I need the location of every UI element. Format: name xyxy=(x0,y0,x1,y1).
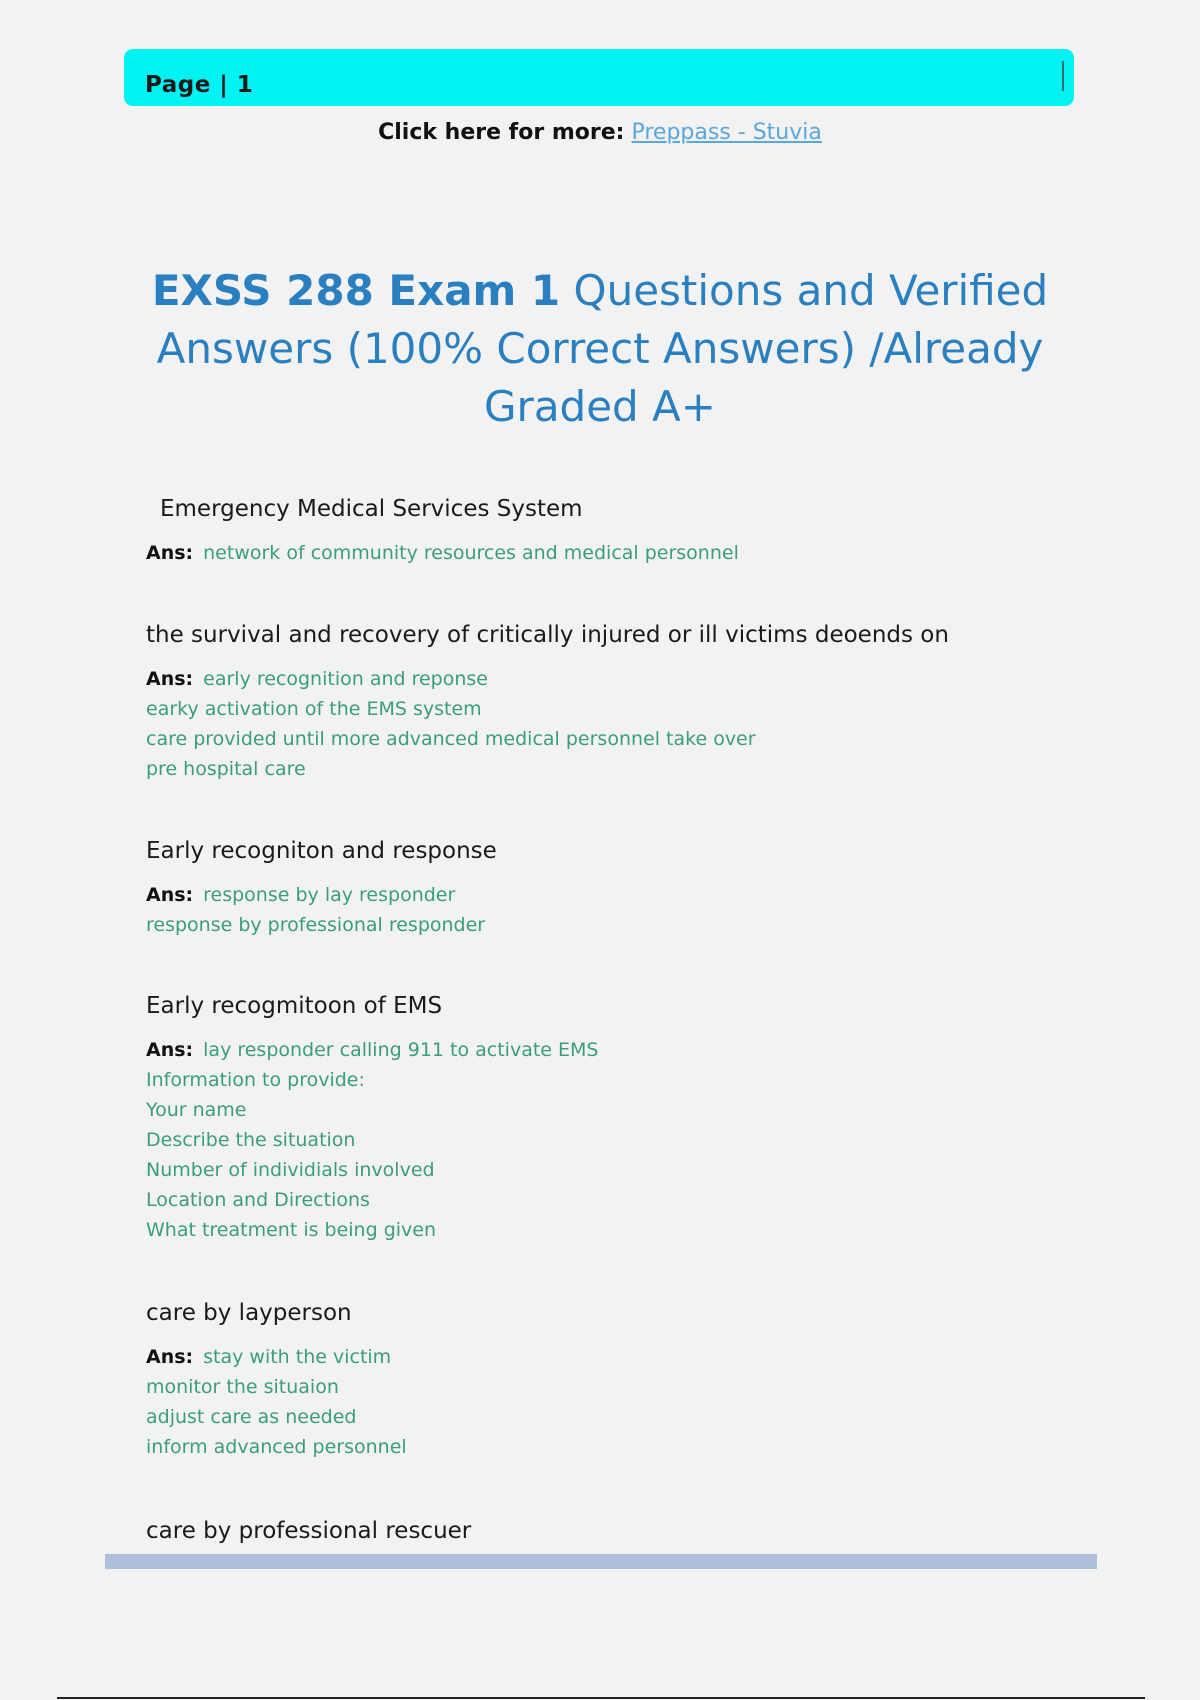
answer-line: Describe the situation xyxy=(146,1129,356,1151)
qa-item xyxy=(146,1518,1086,1544)
qa-item xyxy=(146,838,1086,940)
page-label: Page xyxy=(145,72,211,98)
ans-label: Ans: xyxy=(146,1346,194,1368)
question-text: Early recogmitoon of EMS xyxy=(146,993,443,1019)
answer-line: lay responder calling 911 to activate EMS xyxy=(203,1039,599,1061)
question-text: Early recogniton and response xyxy=(146,838,497,864)
more-label: Click here for more: xyxy=(378,120,625,145)
answer-line: monitor the situaion xyxy=(146,1376,339,1398)
answer-line: response by professional responder xyxy=(146,914,486,936)
answer-line: care provided until more advanced medical personnel take over xyxy=(146,728,756,750)
answer-line: What treatment is being given xyxy=(146,1219,437,1241)
answer-block xyxy=(146,880,1086,940)
answer-block xyxy=(146,538,1100,568)
answer-block xyxy=(146,664,1086,784)
question-text: care by professional rescuer xyxy=(146,1518,472,1544)
page-indicator xyxy=(145,72,253,98)
more-line xyxy=(0,120,1200,145)
answer-line: inform advanced personnel xyxy=(146,1436,407,1458)
document-title xyxy=(130,262,1070,436)
page-separator: | xyxy=(219,72,229,98)
page-number: 1 xyxy=(236,72,254,98)
qa-item xyxy=(146,622,1086,784)
question-text: Emergency Medical Services System xyxy=(160,496,583,522)
answer-line: Location and Directions xyxy=(146,1189,370,1211)
qa-item xyxy=(146,496,1100,568)
answer-line: pre hospital care xyxy=(146,758,306,780)
page-bottom-rule xyxy=(57,1697,1145,1699)
answer-line: adjust care as needed xyxy=(146,1406,357,1428)
ans-label: Ans: xyxy=(146,542,194,564)
ans-label: Ans: xyxy=(146,884,194,906)
answer-block xyxy=(146,1342,1086,1462)
answer-line: Number of individials involved xyxy=(146,1159,435,1181)
answer-line: response by lay responder xyxy=(203,884,456,906)
page-footer-bar xyxy=(105,1554,1097,1569)
answer-line: network of community resources and medical personnel xyxy=(203,542,739,564)
answer-line: stay with the victim xyxy=(203,1346,392,1368)
header-divider xyxy=(1062,61,1064,91)
ans-label: Ans: xyxy=(146,668,194,690)
page-header-bar xyxy=(124,49,1074,106)
qa-item xyxy=(146,1300,1086,1462)
question-text: the survival and recovery of critically injured or ill victims deoends on xyxy=(146,622,949,648)
answer-line: earky activation of the EMS system xyxy=(146,698,482,720)
answer-block xyxy=(146,1035,1086,1245)
preppass-stuvia-link[interactable]: Preppass - Stuvia xyxy=(631,120,822,145)
question-text: care by layperson xyxy=(146,1300,352,1326)
ans-label: Ans: xyxy=(146,1039,194,1061)
title-exam-name: EXSS 288 Exam 1 xyxy=(151,266,561,315)
answer-line: Information to provide: xyxy=(146,1069,365,1091)
qa-item xyxy=(146,993,1086,1245)
answer-line: early recognition and reponse xyxy=(203,668,489,690)
answer-line: Your name xyxy=(146,1099,247,1121)
title-description: Questions and Verified Answers (100% Correct Answers) /Already Graded A+ xyxy=(156,266,1049,431)
